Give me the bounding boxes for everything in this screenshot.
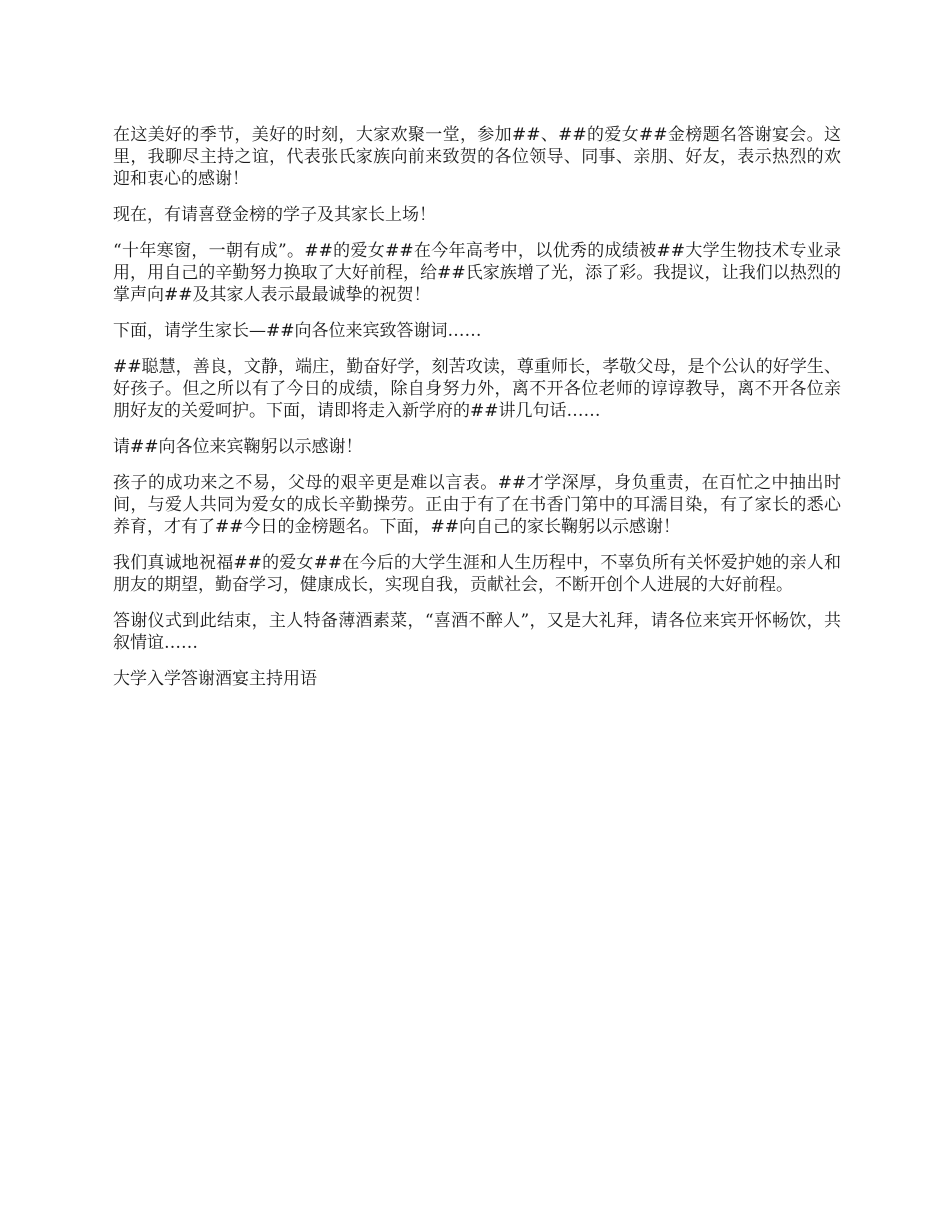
- paragraph-invite-on-stage: 现在，有请喜登金榜的学子及其家长上场！: [113, 205, 436, 225]
- paragraph-student-praise: ##聪慧，善良，文静，端庄，勤奋好学，刻苦攻读，尊重师长，孝敬父母，是个公认的好学生、好孩子。但之所以有了今日的成绩，除自身努力外，离不开各位老师的谆谆教导，离不开各位亲朋好友的关爱呵护。下面，请即将走入新学府的##讲几句话……: [113, 357, 841, 421]
- document-title-footer: 大学入学答谢酒宴主持用语: [113, 669, 317, 689]
- paragraph-parents-effort: 孩子的成功来之不易，父母的艰辛更是难以言表。##才学深厚，身负重责，在百忙之中抽出时间，与爱人共同为爱女的成长辛勤操劳。正由于有了在书香门第中的耳濡目染，有了家长的悉心养育，才有了##今日的金榜题名。下面，##向自己的家长鞠躬以示感谢！: [113, 473, 841, 537]
- paragraph-bow-to-guests: 请##向各位来宾鞠躬以示感谢！: [113, 437, 363, 457]
- paragraph-parent-speech: 下面，请学生家长—##向各位来宾致答谢词……: [113, 321, 482, 341]
- paragraph-welcome: 在这美好的季节，美好的时刻，大家欢聚一堂，参加##、##的爱女##金榜题名答谢宴会。这里，我聊尽主持之谊，代表张氏家族向前来致贺的各位领导、同事、亲朋、好友，表示热烈的欢迎和衷心的感谢！: [113, 125, 841, 189]
- paragraph-closing: 答谢仪式到此结束，主人特备薄酒素菜，“喜酒不醉人”，又是大礼拜，请各位来宾开怀畅饮，共叙情谊……: [113, 611, 841, 653]
- document-body: [113, 124, 841, 704]
- paragraph-congratulations: “十年寒窗，一朝有成”。##的爱女##在今年高考中，以优秀的成绩被##大学生物技术专业录用，用自己的辛勤努力换取了大好前程，给##氏家族增了光，添了彩。我提议，让我们以热烈的掌声向##及其家人表示最最诚挚的祝贺！: [113, 241, 841, 305]
- paragraph-blessing: 我们真诚地祝福##的爱女##在今后的大学生涯和人生历程中，不辜负所有关怀爱护她的亲人和朋友的期望，勤奋学习，健康成长，实现自我，贡献社会，不断开创个人进展的大好前程。: [113, 553, 841, 595]
